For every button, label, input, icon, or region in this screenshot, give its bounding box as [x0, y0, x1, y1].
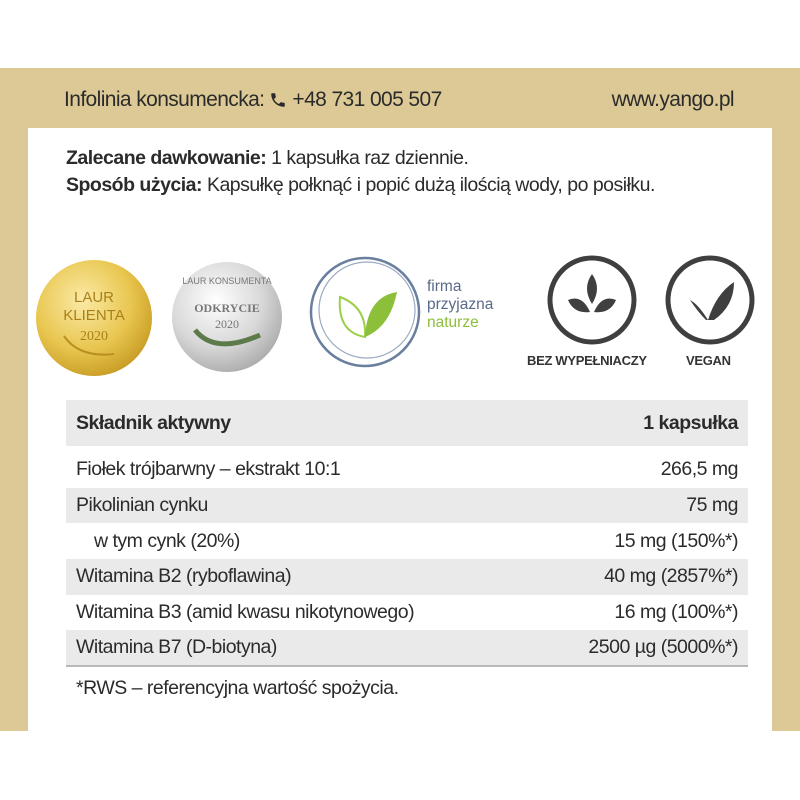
- table-row: [66, 488, 748, 524]
- phone-number[interactable]: +48 731 005 507: [292, 88, 442, 111]
- usage-value: Kapsułkę połknąć i popić dużą ilością wody, po posiłku.: [206, 174, 655, 196]
- usage-label: Sposób użycia:: [66, 174, 203, 196]
- laur-klienta-line2: KLIENTA: [63, 307, 125, 324]
- no-fillers-label: BEZ WYPEŁNIACZY: [527, 353, 647, 368]
- ingredient-amount: 266,5 mg: [660, 458, 738, 481]
- recommended-label: Zalecane dawkowanie:: [66, 147, 267, 169]
- ingredient-name: Witamina B7 (D-biotyna): [66, 630, 529, 666]
- hotline-label: Infolinia konsumencka:: [64, 88, 265, 111]
- footnote: *RWS – referencyjna wartość spożycia.: [76, 677, 399, 699]
- website-link[interactable]: www.yango.pl: [611, 88, 734, 111]
- laur-konsumenta-medal-icon: [170, 260, 284, 374]
- laur-konsumenta-line: ODKRYCIE: [194, 301, 260, 315]
- ingredient-name: Fiołek trójbarwny – ekstrakt 10:1: [76, 458, 341, 481]
- laur-konsumenta-year: 2020: [215, 317, 239, 331]
- laur-klienta-medal-icon: [34, 258, 154, 378]
- table-header: [66, 400, 748, 446]
- eco-text: [427, 278, 493, 332]
- laur-klienta-year: 2020: [80, 329, 108, 344]
- table-row: [66, 452, 748, 488]
- ingredient-amount: 2500 µg (5000%*): [529, 630, 748, 666]
- table-row: [66, 559, 748, 595]
- recommended-value: 1 kapsułka raz dziennie.: [271, 147, 469, 169]
- frame-right: [772, 68, 800, 731]
- badges-row: [0, 250, 800, 380]
- eco-line3: naturze: [427, 314, 479, 331]
- table-row: [66, 523, 748, 559]
- vegan-leaf-icon: [664, 254, 756, 346]
- ingredient-name: Witamina B2 (ryboflawina): [66, 559, 529, 595]
- eco-line2: przyjazna: [427, 296, 494, 313]
- phone-icon: [269, 91, 287, 109]
- hotline: [64, 88, 442, 112]
- ingredients-table: [66, 400, 748, 667]
- ingredient-name: Pikolinian cynku: [66, 488, 529, 524]
- table-row: [66, 630, 748, 666]
- ingredient-amount: 15 mg (150%*): [614, 529, 738, 552]
- ingredient-amount: 16 mg (100%*): [614, 601, 738, 624]
- laur-konsumenta-arc: LAUR KONSUMENTA: [182, 276, 272, 286]
- no-fillers-leaves-icon: [546, 254, 638, 346]
- ingredient-name: w tym cynk (20%): [94, 529, 240, 552]
- header-ingredient: Składnik aktywny: [66, 400, 529, 446]
- ingredient-name: Witamina B3 (amid kwasu nikotynowego): [76, 601, 415, 624]
- eco-leaf-logo-icon: [305, 252, 425, 372]
- eco-line1: firma: [427, 278, 462, 295]
- laur-klienta-line1: LAUR: [73, 289, 115, 306]
- vegan-label: VEGAN: [686, 353, 731, 368]
- dosage-info: [66, 145, 742, 199]
- frame-left: [0, 68, 28, 731]
- table-row: [66, 595, 748, 631]
- ingredient-amount: 75 mg: [529, 488, 748, 524]
- ingredient-amount: 40 mg (2857%*): [529, 559, 748, 595]
- header-amount: 1 kapsułka: [529, 400, 748, 446]
